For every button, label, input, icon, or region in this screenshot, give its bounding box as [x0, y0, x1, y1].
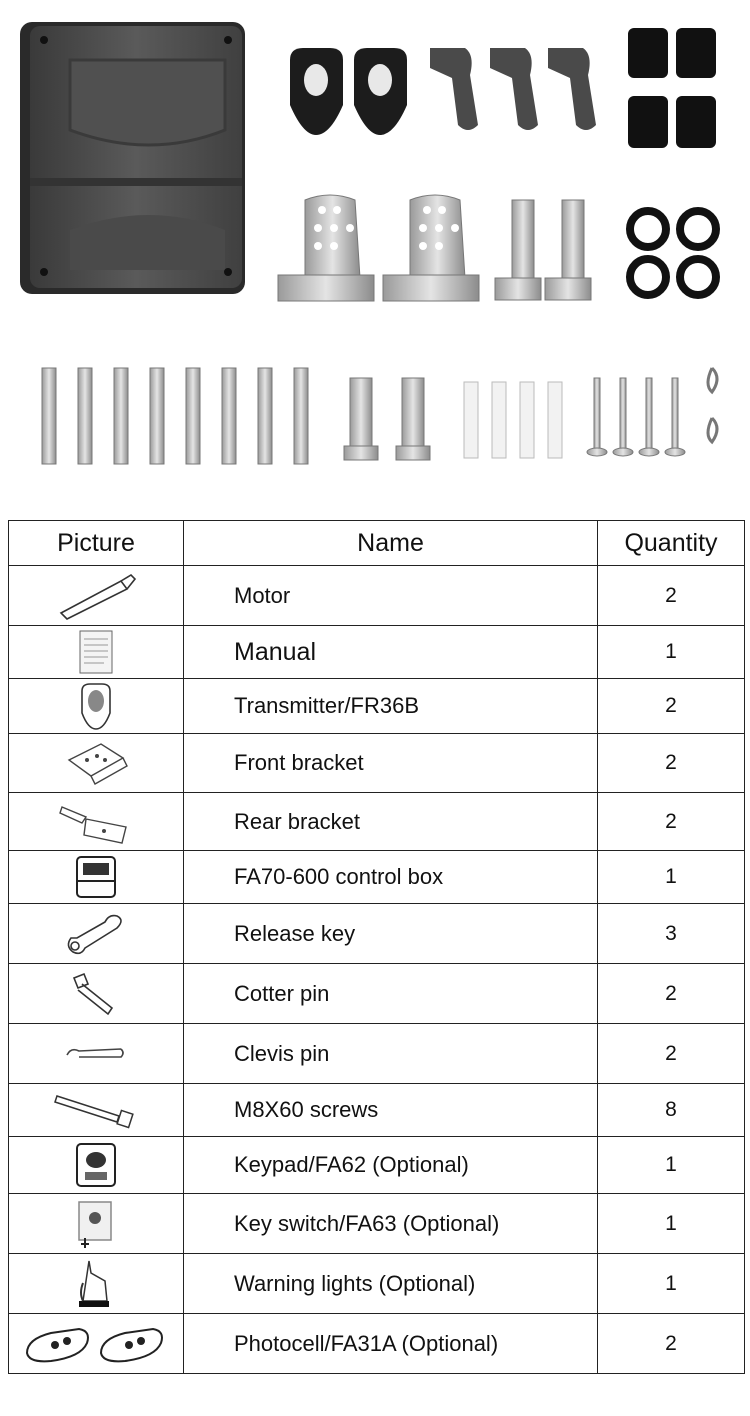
row-picture [9, 1314, 184, 1374]
table-row [9, 964, 745, 1024]
row-picture [9, 679, 184, 734]
row-name: Manual [184, 626, 598, 679]
row-name: Front bracket [184, 734, 598, 793]
rear-bracket-images [495, 200, 591, 300]
row-quantity: 2 [598, 679, 745, 734]
screw-images [587, 378, 685, 456]
cotter-pin-icon [66, 970, 126, 1018]
row-name: Transmitter/FR36B [184, 679, 598, 734]
clevis-pin-icon [61, 1039, 131, 1069]
anchor-bolt-images [42, 368, 308, 464]
table-row [9, 734, 745, 793]
control-box-icon [71, 853, 121, 901]
front-bracket-images [278, 195, 479, 301]
control-box-image [20, 22, 245, 294]
row-name: FA70-600 control box [184, 851, 598, 904]
row-name: Key switch/FA63 (Optional) [184, 1194, 598, 1254]
header-picture: Picture [9, 521, 184, 566]
keypad-icon [71, 1140, 121, 1190]
table-row [9, 1024, 745, 1084]
row-quantity: 2 [598, 566, 745, 626]
row-quantity: 1 [598, 851, 745, 904]
row-name: Photocell/FA31A (Optional) [184, 1314, 598, 1374]
row-name: Clevis pin [184, 1024, 598, 1084]
row-name: Warning lights (Optional) [184, 1254, 598, 1314]
transmitter-icon [76, 681, 116, 731]
row-quantity: 3 [598, 904, 745, 964]
front-bracket-icon [61, 738, 131, 788]
row-picture [9, 1137, 184, 1194]
row-picture [9, 904, 184, 964]
header-name: Name [184, 521, 598, 566]
screw-icon [51, 1090, 141, 1130]
row-quantity: 2 [598, 964, 745, 1024]
table-row [9, 1194, 745, 1254]
row-name: Rear bracket [184, 793, 598, 851]
parts-list-table [8, 520, 745, 1374]
table-row [9, 1254, 745, 1314]
row-quantity: 2 [598, 734, 745, 793]
row-name: M8X60 screws [184, 1084, 598, 1137]
row-picture [9, 1084, 184, 1137]
row-picture [9, 734, 184, 793]
row-picture [9, 1194, 184, 1254]
row-name: Motor [184, 566, 598, 626]
table-row [9, 1314, 745, 1374]
row-quantity: 1 [598, 1137, 745, 1194]
manual-icon [76, 629, 116, 675]
cotter-pin-images [344, 378, 430, 460]
wall-plug-images [464, 382, 562, 458]
table-row [9, 1084, 745, 1137]
table-row [9, 1137, 745, 1194]
row-quantity: 1 [598, 1194, 745, 1254]
row-quantity: 2 [598, 1314, 745, 1374]
motor-icon [51, 571, 141, 621]
row-picture [9, 964, 184, 1024]
row-picture [9, 851, 184, 904]
table-row [9, 904, 745, 964]
row-name: Cotter pin [184, 964, 598, 1024]
row-name: Release key [184, 904, 598, 964]
row-quantity: 2 [598, 1024, 745, 1084]
table-row [9, 626, 745, 679]
kit-contents-photo [0, 0, 750, 500]
table-row [9, 566, 745, 626]
table-row [9, 793, 745, 851]
row-quantity: 2 [598, 793, 745, 851]
row-picture [9, 793, 184, 851]
row-picture [9, 1024, 184, 1084]
warning-light-icon [71, 1257, 121, 1311]
row-picture [9, 566, 184, 626]
o-ring-images [630, 211, 716, 295]
clevis-pin-images [708, 368, 717, 442]
row-name: Keypad/FA62 (Optional) [184, 1137, 598, 1194]
remote-transmitter-images [290, 48, 407, 135]
row-quantity: 8 [598, 1084, 745, 1137]
key-switch-icon [71, 1198, 121, 1250]
row-quantity: 1 [598, 1254, 745, 1314]
table-header-row [9, 521, 745, 566]
release-key-icon [61, 910, 131, 958]
row-quantity: 1 [598, 626, 745, 679]
cable-gland-images [628, 28, 716, 148]
row-picture [9, 626, 184, 679]
row-picture [9, 1254, 184, 1314]
table-row [9, 851, 745, 904]
photocell-icon [21, 1319, 171, 1369]
rear-bracket-icon [56, 797, 136, 847]
header-quantity: Quantity [598, 521, 745, 566]
release-key-images [430, 48, 596, 130]
table-row [9, 679, 745, 734]
